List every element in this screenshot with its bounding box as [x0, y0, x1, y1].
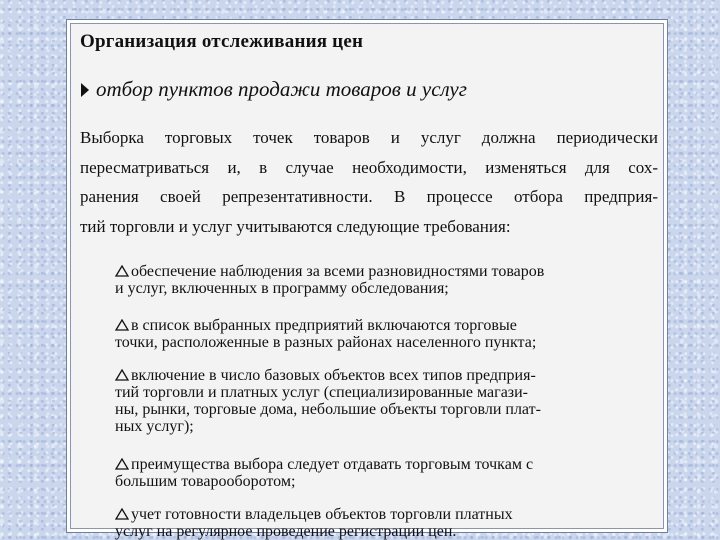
list-item-text: обеспечение наблюдения за всеми разновидностями товаров [131, 263, 545, 280]
list-item-line: услуг на регулярное проведение регистрации цен. [115, 523, 457, 540]
outline-triangle-icon [115, 369, 129, 381]
intro-line: пересматриваться и, в случае необходимости, изменяться для сох- [80, 157, 658, 177]
list-item-line: ны, рынки, торговые дома, небольшие объекты торговли плат- [115, 401, 541, 418]
outline-triangle-icon [115, 508, 129, 520]
intro-line: Выборка торговых точек товаров и услуг должна периодически [80, 128, 658, 147]
list-item-text: учет готовности владельцев объектов торговли платных [131, 506, 513, 523]
list-item [115, 263, 544, 297]
right-triangle-arrow-icon [81, 83, 89, 97]
slide-title: Организация отслеживания цен [80, 31, 364, 52]
subheading [81, 77, 467, 102]
subheading-text: отбор пунктов продажи товаров и услуг [96, 77, 467, 101]
list-item-line: ных услуг); [115, 418, 194, 435]
list-item-line [115, 317, 536, 334]
list-item-text: преимущества выбора следует отдавать торговым точкам с [131, 456, 534, 473]
list-item-line: тий торговли и платных услуг (специализированные магази- [115, 384, 529, 401]
list-item-line: большим товарооборотом; [115, 473, 296, 490]
list-item [115, 317, 536, 351]
list-item-text: в список выбранных предприятий включаются торговые [131, 317, 517, 334]
outline-triangle-icon [115, 265, 129, 277]
list-item-line: точки, расположенные в разных районах населенного пункта; [115, 334, 537, 351]
outline-triangle-icon [115, 319, 129, 331]
list-item-line [115, 263, 544, 280]
intro-line: ранения своей репрезентативности. В процессе отбора предприя- [80, 187, 658, 206]
outline-triangle-icon [115, 458, 129, 470]
list-item [115, 367, 541, 435]
list-item-line [115, 456, 533, 473]
list-item-line: и услуг, включенных в программу обследования; [115, 280, 449, 297]
intro-line: тий торговли и услуг учитываются следующие требования: [80, 216, 511, 236]
list-item [115, 506, 513, 540]
intro-paragraph [80, 123, 658, 241]
list-item [115, 456, 533, 490]
list-item-line [115, 367, 541, 384]
slide-panel [66, 19, 668, 540]
list-item-line [115, 506, 513, 523]
list-item-text: включение в число базовых объектов всех типов предприя- [131, 367, 536, 384]
